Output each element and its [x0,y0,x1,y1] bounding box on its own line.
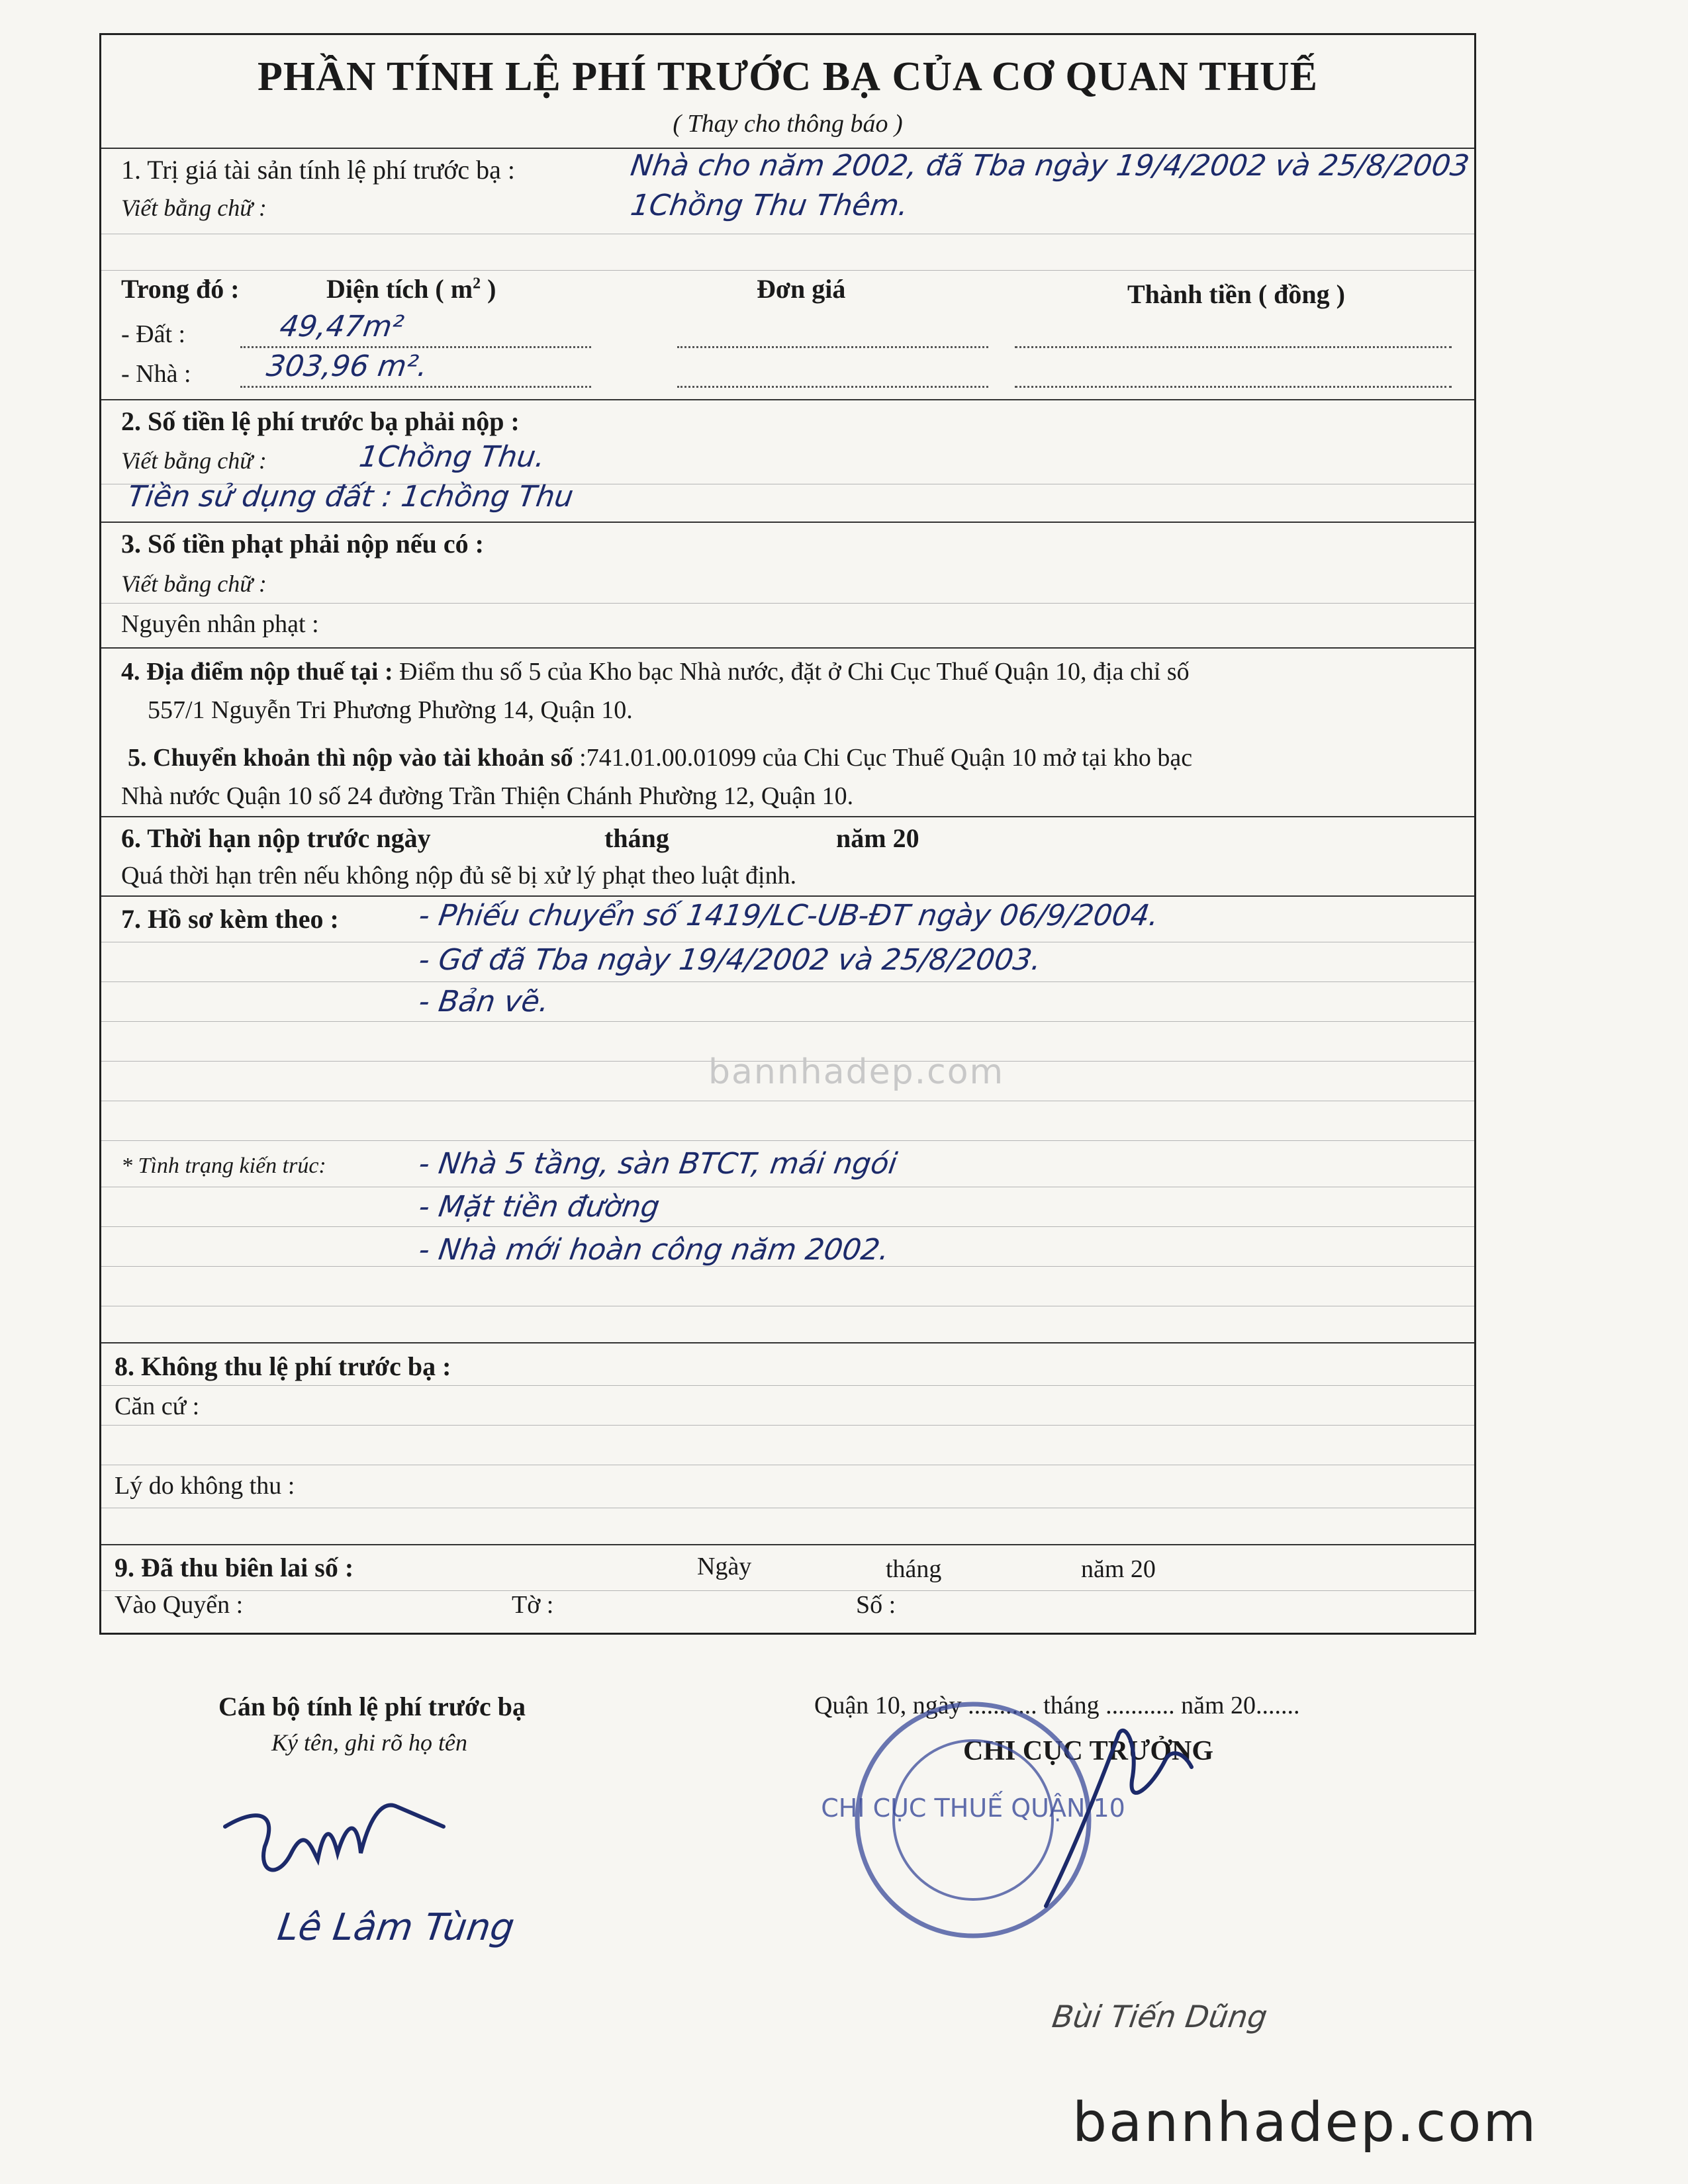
date-line: Quận 10, ngày ........... tháng ........... năm 20....... [814,1692,1300,1719]
rule [101,1140,1474,1141]
dotted-line [240,346,591,348]
divider [101,1544,1474,1545]
dat-area-handwritten: 49,47m² [277,310,406,343]
s1-label: 1. Trị giá tài sản tính lệ phí trước bạ : [121,155,515,185]
s1-words-handwritten: 1Chồng Thu Thêm. [628,189,911,222]
s9-ngay: Ngày [697,1553,752,1580]
rule [101,1425,1474,1426]
rule [101,1385,1474,1386]
stamp-text: CHI CỤC THUẾ QUẬN 10 [821,1794,1125,1823]
s3-label: 3. Số tiền phạt phải nộp nếu có : [121,529,484,559]
tax-form [99,33,1476,1635]
rule [101,1021,1474,1022]
s5-bank: Nhà nước Quận 10 số 24 đường Trần Thiện Chánh Phường 12, Quận 10. [121,782,854,810]
rule [101,1226,1474,1227]
divider [101,522,1474,523]
s1-value-handwritten: Nhà cho năm 2002, đã Tba ngày 19/4/2002 và 25/8/2003 [628,149,1472,183]
s1-words-label: Viết bằng chữ : [121,195,267,221]
watermark-mid: bannhadep.com [708,1052,1005,1092]
s7-arch-2: - Mặt tiền đường [416,1190,662,1224]
s7-doc-3: - Bản vẽ. [416,985,551,1019]
s6-note: Quá thời hạn trên nếu không nộp đủ sẽ bị xử lý phạt theo luật định. [121,862,797,889]
s6-nam: năm 20 [836,823,919,853]
form-subtitle: ( Thay cho thông báo ) [673,110,903,138]
divider [101,895,1474,897]
s7-label: 7. Hồ sơ kèm theo : [121,904,339,934]
s2-words-label: Viết bằng chữ : [121,447,267,474]
s8-label: 8. Không thu lệ phí trước bạ : [115,1351,451,1381]
divider [101,816,1474,817]
nha-label: - Nhà : [121,360,191,388]
dotted-line [240,386,591,388]
s3-words-label: Viết bằng chữ : [121,570,267,597]
nha-area-handwritten: 303,96 m². [264,349,430,383]
s9-nam: năm 20 [1081,1555,1156,1583]
s8-ly-do: Lý do không thu : [115,1472,295,1500]
rule [101,1266,1474,1267]
s2-words-handwritten: 1Chồng Thu. [357,440,547,474]
col-trong-do: Trong đó : [121,274,240,304]
officer-name-handwritten: Lê Lâm Tùng [275,1906,518,1949]
s6-label: 6. Thời hạn nộp trước ngày [121,823,431,853]
s9-to: Tờ : [512,1591,554,1619]
s9-label: 9. Đã thu biên lai số : [115,1553,354,1582]
s4-row1: 4. Địa điểm nộp thuế tại : Điểm thu số 5 của Kho bạc Nhà nước, đặt ở Chi Cục Thuế Quận 10, địa chỉ số [121,658,1190,686]
s6-thang: tháng [604,823,669,853]
divider [101,647,1474,649]
watermark-foot: bannhadep.com [1072,2091,1538,2154]
rule [101,270,1474,271]
s9-so: Số : [856,1591,896,1619]
col-dien-tich: Diện tích ( $m^2$ ) [326,274,496,304]
s7-doc-2: - Gđ đã Tba ngày 19/4/2002 và 25/8/2003. [416,943,1044,977]
divider [101,399,1474,400]
form-title: PHẦN TÍNH LỆ PHÍ TRƯỚC BẠ CỦA CƠ QUAN THUẾ [258,54,1318,99]
s7-arch-3: - Nhà mới hoàn công năm 2002. [416,1233,892,1267]
s2-extra-handwritten: Tiền sử dụng đất : 1chồng Thu [125,480,576,514]
dotted-line [677,346,988,348]
dotted-line [1015,346,1452,348]
s7-doc-1: - Phiếu chuyển số 1419/LC-UB-ĐT ngày 06/9/2004. [416,899,1161,933]
dat-label: - Đất : [121,320,186,348]
s7-arch-1: - Nhà 5 tầng, sàn BTCT, mái ngói [416,1147,900,1181]
col-thanh-tien: Thành tiền ( đồng ) [1127,279,1345,309]
chief-signature-icon [1033,1707,1231,1919]
s2-label: 2. Số tiền lệ phí trước bạ phải nộp : [121,406,520,436]
chief-name-handwritten: Bùi Tiến Dũng [1050,1999,1270,2034]
officer-signature-icon [218,1787,457,1899]
divider [101,1342,1474,1343]
dotted-line [1015,386,1452,388]
dotted-line [677,386,988,388]
rule [101,981,1474,982]
s7-arch-label: * Tình trạng kiến trúc: [121,1154,326,1178]
s3-reason-label: Nguyên nhân phạt : [121,610,319,638]
rule [101,1590,1474,1591]
rule [101,603,1474,604]
s9-quyen: Vào Quyển : [115,1591,244,1619]
officer-title: Cán bộ tính lệ phí trước bạ [218,1692,526,1721]
s8-can-cu: Căn cứ : [115,1392,200,1420]
s5-row1: 5. Chuyển khoản thì nộp vào tài khoản số :741.01.00.01099 của Chi Cục Thuế Quận 10 mở tại kho bạc [128,744,1193,772]
col-don-gia: Đơn giá [757,274,846,304]
s9-thang: tháng [886,1555,942,1583]
officer-sub: Ký tên, ghi rõ họ tên [271,1729,467,1756]
chief-title: CHI CỤC TRƯỞNG [963,1736,1214,1766]
s4-address: 557/1 Nguyễn Tri Phương Phường 14, Quận 10. [148,696,633,724]
